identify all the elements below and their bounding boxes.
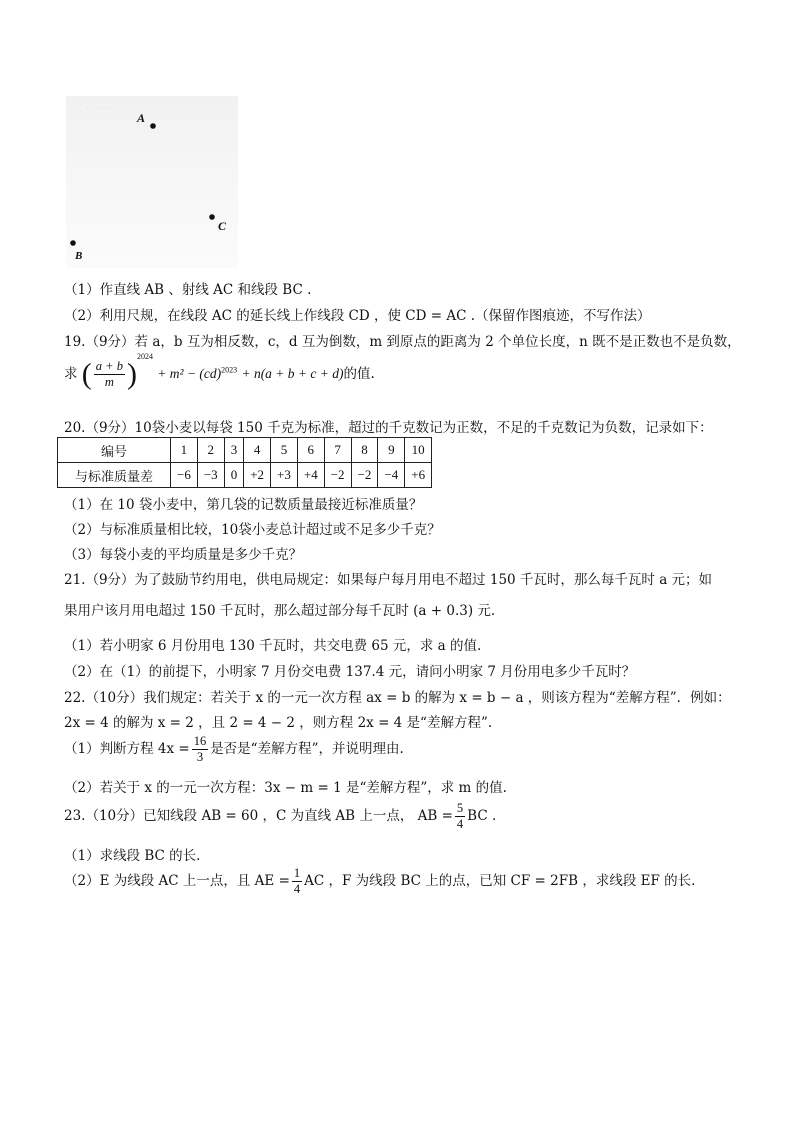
- q20-part2: （2）与标准质量相比较，10袋小麦总计超过或不足多少千克？: [64, 522, 441, 538]
- q19-mid: + m² − (cd): [157, 366, 222, 381]
- table-cell: 8: [351, 438, 378, 463]
- q23-p2-frac-num: 1: [293, 866, 301, 880]
- table-cell: −6: [171, 463, 198, 488]
- q19-expression: [64, 351, 375, 391]
- table-cell: +4: [297, 463, 324, 488]
- point-b-label: B: [75, 250, 83, 262]
- q19-frac-num: a + b: [95, 359, 123, 373]
- right-paren: ): [126, 357, 137, 391]
- q19-line1: 19.（9分）若 a，b 互为相反数，c，d 互为倒数，m 到原点的距离为 2 个单位长度，n 既不是正数也不是负数，: [64, 334, 741, 350]
- q22-part1: [64, 734, 404, 765]
- point-a-dot: [150, 123, 156, 129]
- q20-intro: 20.（9分）10袋小麦以每袋 150 千克为标准，超过的千克数记为正数，不足的千克数记为负数，记录如下：: [64, 420, 713, 436]
- point-a-label: A: [137, 111, 146, 125]
- q22-frac-num: 16: [193, 734, 207, 748]
- q19-end: 的值.: [343, 366, 375, 382]
- q22-p1-pre: （1）判断方程 4x =: [64, 741, 190, 757]
- table-header-number: 编号: [58, 438, 171, 463]
- q22-p1-post: 是否是“差解方程”，并说明理由.: [210, 741, 404, 757]
- table-cell: 6: [297, 438, 324, 463]
- q23-p2-fraction: [292, 866, 302, 897]
- q23-part1: （1）求线段 BC 的长.: [64, 848, 201, 864]
- table-cell: 0: [224, 463, 244, 488]
- q19-frac-den: m: [104, 375, 114, 389]
- geometry-figure: [66, 96, 238, 268]
- q22-line1: 22.（10分）我们规定：若关于 x 的一元一次方程 ax = b 的解为 x = b − a ，则该方程为“差解方程”．例如：: [64, 690, 731, 706]
- q23-frac-den: 4: [456, 817, 464, 831]
- points-diagram: [66, 96, 238, 268]
- q21-part2: （2）在（1）的前提下，小明家 7 月份交电费 137.4 元，请问小明家 7 月份用电多少千瓦时？: [64, 664, 636, 680]
- q23-pre: 23.（10分）已知线段 AB = 60 ，C 为直线 AB 上一点， AB =: [64, 808, 453, 824]
- faint-scan-text: · · · · ·: [86, 102, 111, 112]
- left-paren: (: [81, 357, 92, 391]
- table-cell: 1: [171, 438, 198, 463]
- table-cell: 10: [405, 438, 432, 463]
- q20-part1: （1）在 10 袋小麦中，第几袋的记数质量最接近标准质量？: [64, 497, 423, 513]
- table-row-diffs: [58, 463, 432, 488]
- q22-frac-den: 3: [196, 750, 204, 764]
- q23-part2: [64, 866, 695, 897]
- q19-tail: + n(a + b + c + d): [241, 366, 344, 381]
- table-cell: 5: [271, 438, 298, 463]
- q22-fraction: [192, 734, 209, 765]
- q23-fraction: [455, 801, 465, 832]
- table-cell: −2: [351, 463, 378, 488]
- q21-part1: （1）若小明家 6 月份用电 130 千瓦时，共交电费 65 元，求 a 的值.: [64, 638, 482, 654]
- table-row-numbers: [58, 438, 432, 463]
- q22-part2: （2）若关于 x 的一元一次方程：3x − m = 1 是“差解方程”，求 m 的值.: [64, 780, 507, 796]
- q19-qiu: 求: [64, 366, 78, 382]
- table-cell: +3: [271, 463, 298, 488]
- table-cell: 9: [378, 438, 405, 463]
- q22-line2: 2x = 4 的解为 x = 2 ，且 2 = 4 − 2 ，则方程 2x = 4 是“差解方程”.: [64, 715, 493, 731]
- table-header-diff: 与标准质量差: [58, 463, 171, 488]
- q23-post: BC .: [467, 808, 497, 824]
- q19-fraction: [94, 359, 125, 390]
- table-cell: −4: [378, 463, 405, 488]
- table-cell: −2: [324, 463, 351, 488]
- table-cell: 7: [324, 438, 351, 463]
- table-cell: 4: [244, 438, 271, 463]
- table-cell: +6: [405, 463, 432, 488]
- table-cell: +2: [244, 463, 271, 488]
- q21-line2: 果用户该月用电超过 150 千瓦时，那么超过部分每千瓦时 (a + 0.3) 元.: [64, 603, 496, 619]
- table-cell: 3: [224, 438, 244, 463]
- table-cell: 2: [197, 438, 224, 463]
- point-b-dot: [70, 240, 76, 246]
- q23-line1: [64, 801, 496, 832]
- table-cell: −3: [197, 463, 224, 488]
- q23-p2-pre: （2）E 为线段 AC 上一点，且 AE =: [64, 873, 290, 889]
- q23-p2-post: AC ，F 为线段 BC 上的点，已知 CF = 2FB ，求线段 EF 的长.: [304, 873, 696, 889]
- q18-part1: （1）作直线 AB 、射线 AC 和线段 BC .: [64, 282, 312, 298]
- q23-p2-frac-den: 4: [293, 882, 301, 896]
- q23-frac-num: 5: [456, 801, 464, 815]
- point-c-label: C: [218, 219, 227, 233]
- q20-part3: （3）每袋小麦的平均质量是多少千克？: [64, 547, 303, 563]
- point-c-dot: [209, 214, 215, 220]
- q19-exp1: 2024: [136, 351, 153, 361]
- q21-line1: 21.（9分）为了鼓励节约用电，供电局规定：如果每户每月用电不超过 150 千瓦时，那么每千瓦时 a 元；如: [64, 572, 713, 588]
- q18-part2: （2）利用尺规，在线段 AC 的延长线上作线段 CD ，使 CD = AC .（保留作图痕迹，不写作法）: [64, 308, 651, 324]
- q19-exp2: 2023: [221, 365, 238, 375]
- wheat-table: [57, 437, 432, 488]
